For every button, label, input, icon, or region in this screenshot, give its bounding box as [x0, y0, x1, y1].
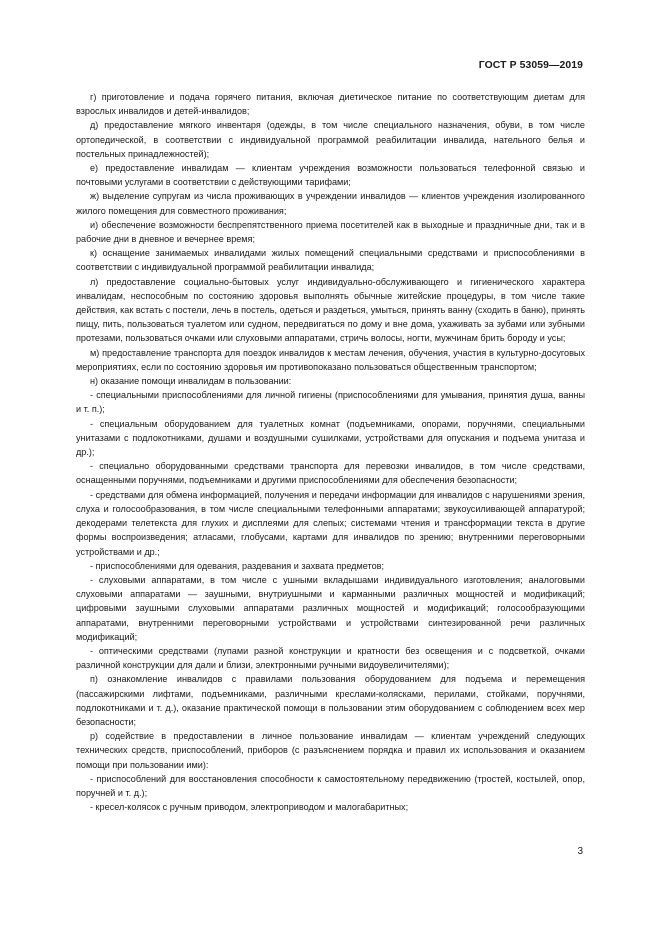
list-item: - специально оборудованными средствами транспорта для перевозки инвалидов, в том числе средствами, оснащенными поручнями, подъемниками и другими приспособлениями для обеспечения безопасности;	[76, 461, 585, 486]
list-item: м) предоставление транспорта для поездок инвалидов к местам лечения, обучения, участия в культурно-досуговых мероприятиях, если по состоянию здоровья им противопоказано пользоваться общественным транспортом;	[76, 347, 585, 372]
list-item: - средствами для обмена информацией, получения и передачи информации для инвалидов с нарушениями зрения, слуха и голосообразования, в том числе специальными телефонными аппаратами; звукоусиливающей аппаратурой; декодерами телетекста для глухих и дисплеями для слепых; системами чтения и трансформации текста в другие формы воспроизведения; атласами, глобусами, картами для инвалидов по зрению; внутренними переговорными устройствами и др.;	[76, 489, 585, 557]
list-item: - слуховыми аппаратами, в том числе с ушными вкладышами индивидуального изготовления; аналоговыми слуховыми аппаратами — заушными, внутриушными и карманными различных мощностей и модификаций; цифровыми заушными слуховыми аппаратами различных мощностей и модификаций; голосообразующими аппаратами, внутренними переговорными устройствами и устройствами синтезированной речи различных модификаций;	[76, 574, 585, 642]
list-item: к) оснащение занимаемых инвалидами жилых помещений специальными средствами и приспособлениями в соответствии с индивидуальной программой реабилитации инвалида;	[76, 248, 585, 273]
list-item: н) оказание помощи инвалидам в пользовании:	[90, 376, 292, 387]
document-body	[76, 90, 585, 814]
list-item: - приспособлений для восстановления способности к самостоятельному передвижению (тростей, костылей, опор, поручней и т. д.);	[76, 773, 585, 798]
list-item: и) обеспечение возможности беспрепятственного приема посетителей как в выходные и праздничные дни, так и в рабочие дни в дневное и вечернее время;	[76, 219, 585, 245]
list-item: - специальным оборудованием для туалетных комнат (подъемниками, опорами, поручнями, специальными унитазами с подлокотниками, душами и воздушными сушилками, устройствами для опускания и подъема унитаза и др.);	[76, 418, 585, 458]
list-item: - приспособлениями для одевания, раздевания и захвата предметов;	[90, 560, 384, 571]
list-item: е) предоставление инвалидам — клиентам учреждения возможности пользоваться телефонной связью и почтовыми услугами в соответствии с действующими тарифами;	[76, 163, 585, 188]
list-item: - оптическими средствами (лупами разной конструкции и кратности без освещения и с подсветкой, очками различной конструкции для дали и близи, электронными ручными видоувеличителями);	[76, 645, 585, 671]
page-number: 3	[577, 846, 583, 857]
document-code-header: ГОСТ Р 53059—2019	[478, 60, 583, 71]
list-item: г) приготовление и подача горячего питания, включая диетическое питание по соответствующим диетам для взрослых инвалидов и детей-инвалидов;	[76, 92, 585, 117]
list-item: - кресел-колясок с ручным приводом, электроприводом и малогабаритных;	[90, 802, 409, 813]
list-item: - специальными приспособлениями для личной гигиены (приспособлениями для умывания, принятия душа, ванны и т. п.);	[76, 390, 585, 415]
list-item: ж) выделение супругам из числа проживающих в учреждении инвалидов — клиентов учреждения изолированного жилого помещения для совместного проживания;	[76, 191, 585, 216]
list-item: п) ознакомление инвалидов с правилами пользования оборудованием для подъема и перемещения (пассажирскими лифтами, подъемниками, различными креслами-колясками, перилами, стойками, поручнями, подлокотниками и т. д.), оказание практической помощи в пользовании этим оборудованием с соблюдением всех мер безопасности;	[76, 674, 585, 727]
list-item: р) содействие в предоставлении в личное пользование инвалидам — клиентам учреждений следующих технических средств, приспособлений, приборов (с разъяснением порядка и правил их использования и оказанием помощи при пользовании ими):	[76, 731, 585, 770]
list-item: д) предоставление мягкого инвентаря (одежды, в том числе специального назначения, обуви, в том числе ортопедической, в соответствии с индивидуальной программой реабилитации инвалида, нательного белья и постельных принадлежностей);	[76, 120, 585, 159]
list-item: л) предоставление социально-бытовых услуг индивидуально-обслуживающего и гигиенического характера инвалидам, неспособным по состоянию здоровья выполнять обычные житейские процедуры, в том числе такие действия, как встать с постели, лечь в постель, одеться и раздеться, умыться, принять ванну (сходить в баню), принять пищу, пить, пользоваться туалетом или судном, передвигаться по дому и вне дома, ухаживать за зубами или зубными протезами, пользоваться очками или слуховыми аппаратами, стричь волосы, ногти, мужчинам брить бороду и усы;	[76, 276, 585, 344]
